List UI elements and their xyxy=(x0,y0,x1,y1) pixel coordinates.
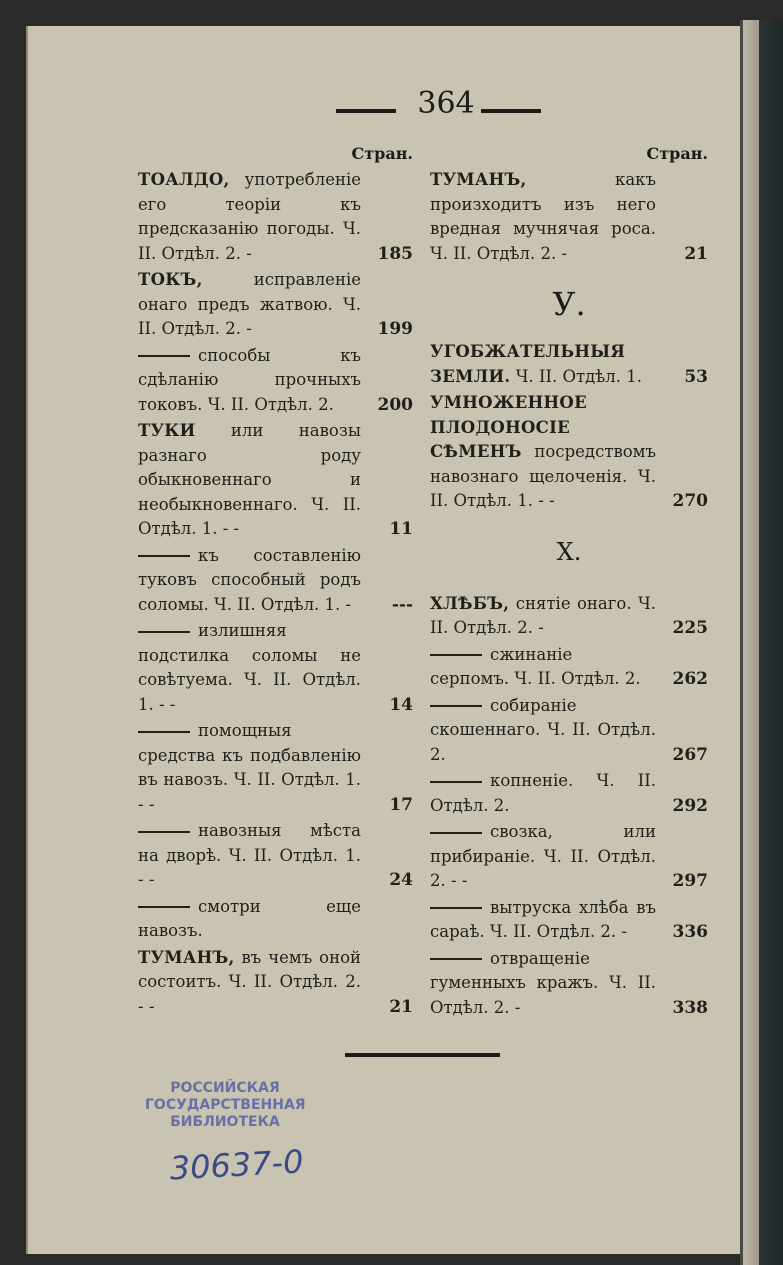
right-column xyxy=(430,140,708,1020)
entry-page-number: 21 xyxy=(389,996,413,1017)
index-entry xyxy=(430,694,708,768)
entry-page-number: 336 xyxy=(672,922,708,942)
index-entry xyxy=(138,895,413,944)
entry-body: излишняя подстилка соломы не совѣтуема. Ч. II. Отдѣл. 1. - - xyxy=(138,621,361,714)
entry-body: помощныя средства къ подбавленію въ навозъ. Ч. II. Отдѣл. 1. - - xyxy=(138,721,361,814)
index-entry xyxy=(138,946,413,1020)
entry-page-number: 225 xyxy=(672,618,708,638)
entry-body: вытруска хлѣба въ сараѣ. Ч. II. Отдѣл. 2. - xyxy=(430,897,656,941)
entry-headword: ТУМАНЪ, xyxy=(138,947,235,967)
entry-body: навозныя мѣста на дворѣ. Ч. II. Отдѣл. 1. - - xyxy=(138,821,361,889)
header-dash-left xyxy=(336,109,396,113)
entry-body: сжинаніе серпомъ. Ч. II. Отдѣл. 2. xyxy=(430,644,641,688)
entry-body: собираніе скошеннаго. Ч. II. Отдѣл. 2. xyxy=(430,695,656,764)
index-entry xyxy=(430,340,708,389)
entry-headword: УМНОЖЕННОЕ ПЛОДОНОСІЕ СѢМЕНЪ xyxy=(430,393,587,461)
repeat-dash xyxy=(138,731,190,733)
left-column xyxy=(138,140,413,1019)
entry-headword: ТОКЪ, xyxy=(138,270,203,289)
entry-body: или навозы разнаго роду обыкновеннаго и необыкновеннаго. Ч. II. Отдѣл. 1. - - xyxy=(138,421,361,538)
index-entry xyxy=(138,344,413,418)
entry-body: способы къ сдѣланію прочныхъ токовъ. Ч. II. Отдѣл. 2. xyxy=(138,345,361,414)
entry-text xyxy=(138,895,413,944)
repeat-dash xyxy=(138,906,190,908)
entry-page-number: 24 xyxy=(389,870,413,890)
index-entry xyxy=(430,947,708,1021)
entry-headword: ХЛѢБЪ, xyxy=(430,593,510,613)
entry-headword: ТУМАНЪ, xyxy=(430,170,527,189)
entry-headword: ТУКИ xyxy=(138,421,196,440)
left-entry-list xyxy=(138,168,413,1019)
repeat-dash xyxy=(430,958,482,960)
entry-page-number: 53 xyxy=(684,366,708,387)
entry-page-number: 338 xyxy=(672,997,708,1018)
header-dash-right xyxy=(481,109,541,113)
repeat-dash xyxy=(138,831,190,833)
closing-rule xyxy=(345,1053,500,1057)
entry-page-number: 200 xyxy=(377,394,413,415)
entry-page-number: 14 xyxy=(389,694,413,715)
entry-page-number: 297 xyxy=(672,871,708,891)
entry-page-number: 292 xyxy=(672,795,708,816)
repeat-dash xyxy=(138,631,190,633)
entry-page-number: 185 xyxy=(377,243,413,264)
repeat-dash xyxy=(430,654,482,656)
index-entry xyxy=(430,592,708,641)
index-entry xyxy=(138,819,413,893)
entry-page-number: 21 xyxy=(684,243,708,264)
entry-body: отвращеніе гуменныхъ кражъ. Ч. II. Отдѣл. 2. - xyxy=(430,948,656,1017)
index-entry xyxy=(138,419,413,542)
entry-page-number: 262 xyxy=(672,669,708,689)
page-number: 364 xyxy=(417,86,475,121)
index-entry xyxy=(430,643,708,692)
entry-body: Ч. II. Отдѣл. 1. xyxy=(510,366,642,386)
entry-body: посредствомъ навознаго щелоченія. Ч. II. Отдѣл. 1. - - xyxy=(430,442,656,510)
entry-headword: ТОАЛДО, xyxy=(138,170,230,189)
page-header xyxy=(26,86,748,126)
entry-page-number: 17 xyxy=(389,794,413,815)
repeat-dash xyxy=(430,705,482,707)
column-header-right: Стран. xyxy=(646,144,708,163)
index-entry xyxy=(138,168,413,266)
entry-page-number: 267 xyxy=(672,744,708,765)
entry-body: исправленіе онаго предъ жатвою. Ч. II. Отдѣл. 2. - xyxy=(138,270,361,338)
entry-body: смотри еще навозъ. xyxy=(138,896,361,940)
page-edge xyxy=(740,20,783,1265)
next-page-edge xyxy=(743,20,759,1265)
entry-page-number: --- xyxy=(391,594,413,615)
section-letter-u: У. xyxy=(552,285,586,323)
right-entry-list-t xyxy=(430,168,708,266)
index-entry xyxy=(430,896,708,945)
repeat-dash xyxy=(430,781,482,783)
index-entry xyxy=(430,391,708,514)
index-entry xyxy=(138,719,413,817)
inventory-number: 30637-0 xyxy=(168,1142,305,1188)
entry-headword: УГОБЖАТЕЛЬНЫЯ ЗЕМЛИ. xyxy=(430,342,626,386)
index-entry xyxy=(430,769,708,818)
index-entry xyxy=(138,268,413,342)
stamp-line: БИБЛИОТЕКА xyxy=(170,1114,280,1130)
entry-body: копненіе. Ч. II. Отдѣл. 2. xyxy=(430,771,656,815)
entry-page-number: 11 xyxy=(389,519,413,539)
right-entry-list-x xyxy=(430,592,708,1021)
index-entry xyxy=(430,168,708,266)
library-stamp xyxy=(145,1080,305,1134)
entry-body: свозка, или прибираніе. Ч. II. Отдѣл. 2. - - xyxy=(430,822,656,890)
repeat-dash xyxy=(138,355,190,357)
entry-body: какъ произходитъ изъ него вредная мучнячая роса. Ч. II. Отдѣл. 2. - xyxy=(430,170,656,263)
index-entry xyxy=(138,619,413,717)
repeat-dash xyxy=(430,907,482,909)
index-entry xyxy=(138,544,413,618)
entry-page-number: 199 xyxy=(377,319,413,339)
entry-body: употребленіе его теоріи къ предсказанію погоды. Ч. II. Отдѣл. 2. - xyxy=(138,170,361,263)
section-letter-x: Х. xyxy=(556,537,582,566)
right-entry-list-u xyxy=(430,340,708,514)
entry-body: въ чемъ оной состоитъ. Ч. II. Отдѣл. 2. - - xyxy=(138,947,361,1016)
stamp-line: РОССИЙСКАЯ xyxy=(170,1080,280,1096)
stamp-line: ГОСУДАРСТВЕННАЯ xyxy=(145,1097,306,1113)
repeat-dash xyxy=(138,555,190,557)
repeat-dash xyxy=(430,832,482,834)
entry-body: снятіе онаго. Ч. II. Отдѣл. 2. - xyxy=(430,593,656,637)
index-entry xyxy=(430,820,708,894)
entry-page-number: 270 xyxy=(672,491,708,511)
column-header-left: Стран. xyxy=(351,144,413,163)
entry-body: къ составленію туковъ способный родъ соломы. Ч. II. Отдѣл. 1. - xyxy=(138,545,361,614)
